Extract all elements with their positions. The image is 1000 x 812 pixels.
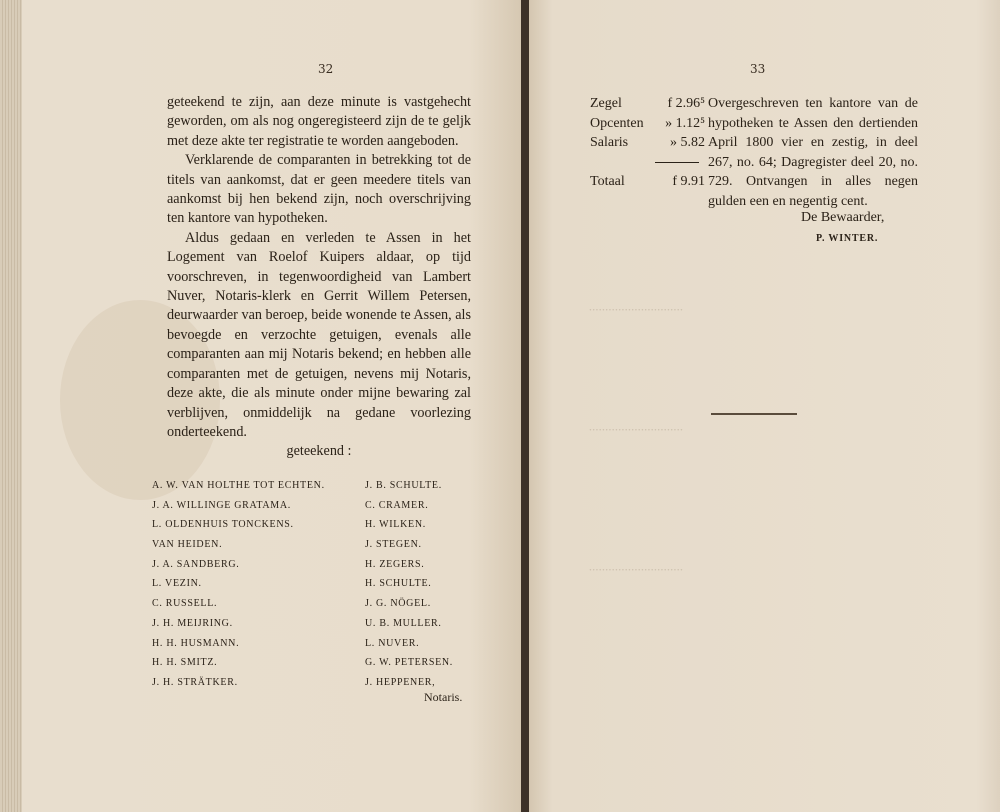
- signature-name: H. H. SMITZ.: [152, 657, 218, 669]
- bewaarder-label: De Bewaarder,: [801, 210, 885, 225]
- signature-row: [152, 476, 482, 496]
- signature-name: U. B. MULLER.: [365, 617, 442, 629]
- fee-row-salaris: [590, 133, 705, 153]
- signature-name: H. H. HUSMANN.: [152, 637, 240, 649]
- page-number-right: 33: [750, 62, 766, 76]
- signed-label: geteekend :: [286, 443, 352, 460]
- signature-list: [152, 476, 482, 693]
- registration-text: [708, 94, 918, 212]
- signature-name: J. H. STRÄTKER.: [152, 676, 238, 688]
- signature-name: J. G. NÖGEL.: [365, 598, 431, 610]
- left-body-text: [167, 93, 471, 462]
- signature-name: H. SCHULTE.: [365, 578, 432, 590]
- fee-row-zegel: [590, 94, 705, 114]
- registration-paragraph: Overgeschreven ten kantore van de hypotheken te Assen den dertienden April 1800 vier en zestig, in deel 267, no. 64; Dagregister deel 20, no. 729. Ontvangen in alles negen gulden een en negentig cent.: [708, 96, 918, 209]
- fee-table: [590, 94, 705, 191]
- signature-name: G. W. PETERSEN.: [365, 657, 454, 669]
- total-value: f 9.91: [672, 173, 705, 189]
- signature-name: J. A. WILLINGE GRATAMA.: [152, 499, 291, 511]
- bleed-through-text: ·····························: [589, 422, 684, 437]
- fee-value: » 1.12⁵: [665, 115, 705, 131]
- signature-row: [152, 496, 482, 516]
- bleed-through-rule: [711, 413, 797, 415]
- signature-name: J. H. MEIJRING.: [152, 617, 233, 629]
- bleed-through-text: ·····························: [589, 302, 684, 317]
- signature-name: L. NUVER.: [365, 637, 420, 649]
- signature-name: H. WILKEN.: [365, 519, 426, 531]
- sum-rule: [655, 162, 699, 163]
- signature-row: [152, 555, 482, 575]
- signature-row: [152, 535, 482, 555]
- signature-name: VAN HEIDEN.: [152, 539, 223, 551]
- signature-name: C. CRAMER.: [365, 499, 429, 511]
- fee-label: Zegel: [590, 96, 622, 111]
- signature-name: A. W. VAN HOLTHE TOT ECHTEN.: [152, 480, 325, 491]
- signature-row: [152, 634, 482, 654]
- fee-label: Salaris: [590, 135, 629, 151]
- signature-row: [152, 614, 482, 634]
- signature-name: H. ZEGERS.: [365, 558, 425, 570]
- fee-row-total: [590, 172, 705, 192]
- signature-name: J. STEGEN.: [365, 539, 422, 551]
- signature-row: [152, 653, 482, 673]
- paragraph-2: Verklarende de comparanten in betrekking tot de titels van aankomst, dat er geen meedere titels van aankomst bij hen bekend zijn, noch overschrijving ten kantore van hypotheken.: [167, 152, 471, 227]
- fee-value: » 5.82: [670, 135, 705, 151]
- fee-label: Opcenten: [590, 115, 644, 131]
- signature-name: J. B. SCHULTE.: [365, 480, 442, 491]
- paragraph-1: geteekend te zijn, aan deze minute is vastgehecht geworden, om als nog ongeregisteerd zijn de te geljk met deze akte ter registratie te worden aangeboden.: [167, 94, 471, 149]
- total-label: Totaal: [590, 173, 625, 189]
- paragraph-3: Aldus gedaan en verleden te Assen in het Logement van Roelof Kuipers aldaar, op tijd voorschreven, in tegenwoordigheid van Lambert Nuver, Notaris-klerk en Gerrit Willem Petersen, deurwaarder van beroep, beide wonende te Assen, als bevoegde en verzochte getuigen, evenals alle comparanten aan mij Notaris bekend; en hebben alle comparanten met de getuigen, nevens mij Notaris, deze akte, die als minute onder mijne bewaring zal verblijven, onmiddelijk na gedane voorlezing onderteekend.: [167, 229, 471, 440]
- page-number-left: 32: [318, 62, 334, 76]
- signature-row: [152, 594, 482, 614]
- signature-name: C. RUSSELL.: [152, 598, 218, 610]
- fee-row-opcenten: [590, 114, 705, 134]
- signature-name: J. HEPPENER,: [365, 676, 436, 688]
- book-gutter: [521, 0, 529, 812]
- notaris-label: Notaris.: [424, 690, 463, 704]
- signature-name: L. OLDENHUIS TONCKENS.: [152, 519, 294, 531]
- bewaarder-signature: P. WINTER.: [816, 233, 879, 244]
- bleed-through-text: ·····························: [589, 562, 684, 577]
- signature-row: [152, 515, 482, 535]
- fee-value: f 2.96⁵: [667, 96, 705, 111]
- signature-name: J. A. SANDBERG.: [152, 558, 240, 570]
- signature-row: [152, 574, 482, 594]
- signature-name: L. VEZIN.: [152, 578, 202, 590]
